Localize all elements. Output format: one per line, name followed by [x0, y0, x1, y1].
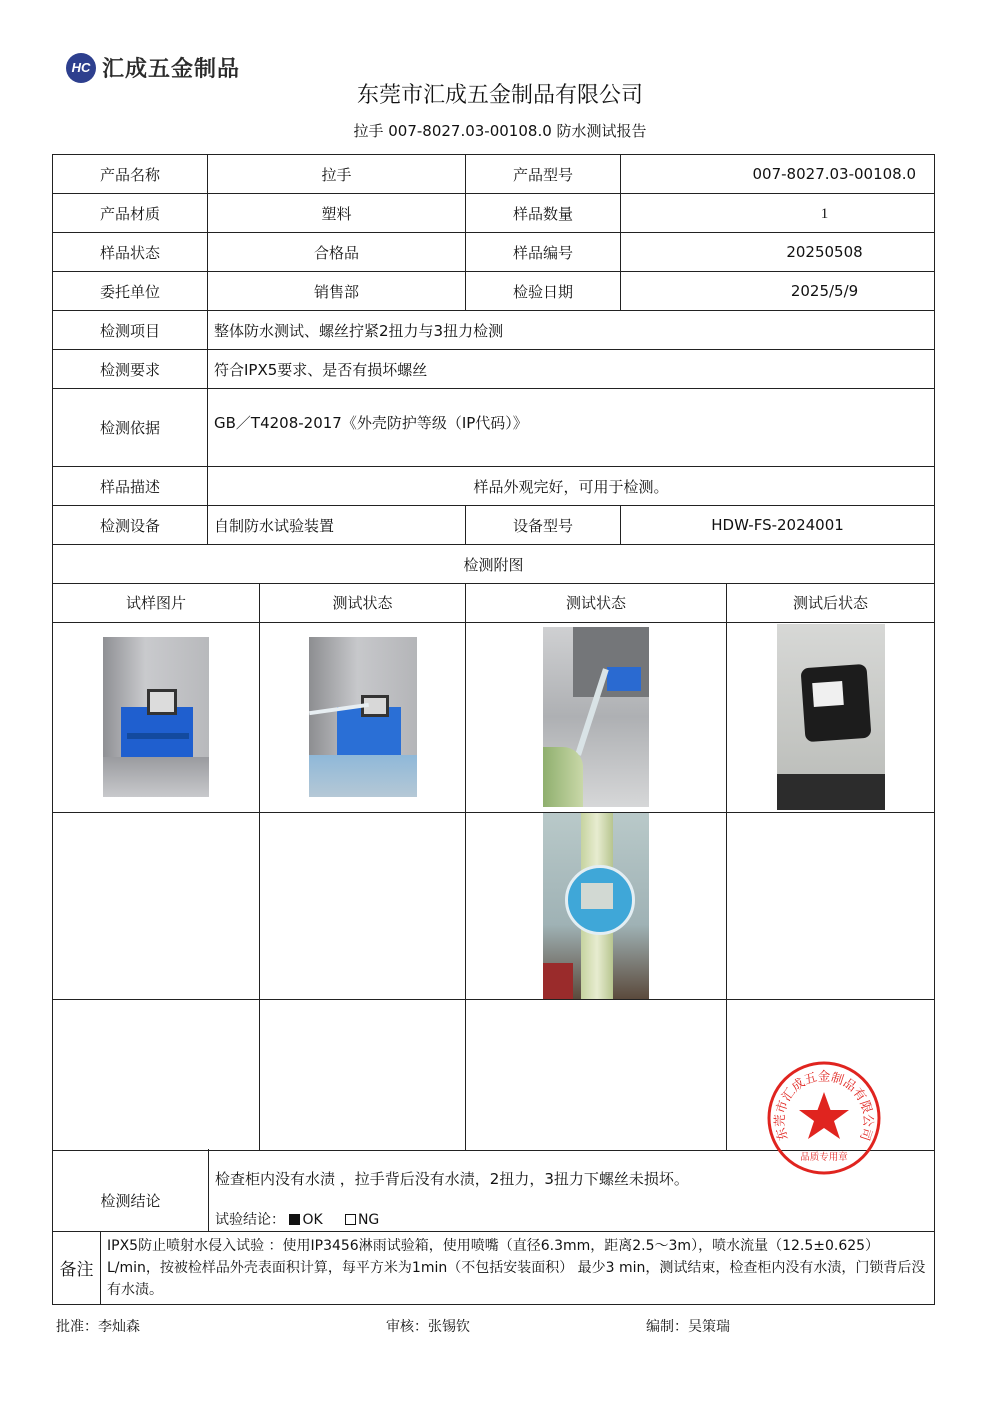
photo-col-sample: 试样图片: [53, 583, 260, 622]
ng-checkbox-unchecked: [345, 1214, 356, 1225]
photos-section-title: 检测附图: [53, 545, 935, 584]
logo-mark: HC: [66, 53, 96, 83]
material-label: 产品材质: [53, 194, 208, 233]
description-value: 样品外观完好，可用于检测。: [208, 467, 935, 506]
quantity-value: [621, 194, 935, 233]
test-item-value: 整体防水测试、螺丝拧紧2扭力与3扭力检测: [208, 311, 935, 350]
remarks-text: IPX5防止喷射水侵入试验 ：使用IP3456淋雨试验箱，使用喷嘴（直径6.3mm，距离2.5～3m），喷水流量（12.5±0.625）L/min，按被检样品外壳表面积计算，每平方米为1min（不包括安装面积） 最少3 min，测试结束，检查柜内没有水渍，门锁背后没有水渍。: [101, 1231, 935, 1304]
prepare-signature: 编制：吴策瑞: [646, 1319, 730, 1335]
basis-value: GB／T4208-2017《外壳防护等级（IP代码）》: [208, 389, 935, 467]
photo-col-after: 测试后状态: [727, 583, 935, 622]
ok-checkbox-checked: [289, 1214, 300, 1225]
status-value: 合格品: [208, 233, 466, 272]
product-model-text: 007-8027.03-00108.0: [752, 165, 917, 183]
company-name: 东莞市汇成五金制品有限公司: [356, 83, 643, 108]
inspect-date-value: [621, 272, 935, 311]
ok-label: OK: [302, 1211, 323, 1228]
sample-photo: [103, 637, 209, 797]
sample-no-value: [621, 233, 935, 272]
equipment-label: 检测设备: [53, 506, 208, 545]
client-label: 委托单位: [53, 272, 208, 311]
testing-photo-2: [543, 627, 649, 807]
status-label: 样品状态: [53, 233, 208, 272]
remarks-label: 备注: [53, 1231, 101, 1304]
sample-no-label: 样品编号: [466, 233, 621, 272]
requirement-value: 符合IPX5要求、是否有损坏螺丝: [208, 350, 935, 389]
quantity-text: 1: [820, 205, 829, 222]
result-label: 试验结论：: [215, 1211, 286, 1228]
requirement-label: 检测要求: [53, 350, 208, 389]
product-name-label: 产品名称: [53, 155, 208, 194]
photo-cell-empty: [260, 999, 466, 1150]
product-model-label: 产品型号: [466, 155, 621, 194]
logo-text: 汇成五金制品: [102, 57, 241, 82]
client-value: 销售部: [208, 272, 466, 311]
material-value: 塑料: [208, 194, 466, 233]
testing-photo-1: [309, 637, 417, 797]
equipment-model-value: HDW-FS-2024001: [621, 506, 935, 545]
test-item-label: 检测项目: [53, 311, 208, 350]
description-label: 样品描述: [53, 467, 208, 506]
quantity-label: 样品数量: [466, 194, 621, 233]
photo-cell: [53, 622, 260, 812]
photo-cell-empty: [53, 812, 260, 999]
stamp-star-icon: [799, 1092, 849, 1139]
inspect-date-text: 2025/5/9: [790, 282, 859, 300]
approve-signature: 批准：李灿森: [56, 1319, 140, 1335]
equipment-model-label: 设备型号: [466, 506, 621, 545]
photo-cell: [260, 622, 466, 812]
equipment-value: 自制防水试验装置: [208, 506, 466, 545]
photo-col-testing-1: 测试状态: [260, 583, 466, 622]
conclusion-result: [209, 1207, 935, 1231]
report-title: 拉手 007-8027.03-00108.0 防水测试报告: [353, 122, 647, 140]
ng-label: NG: [357, 1211, 380, 1228]
photo-cell-empty: [727, 812, 935, 999]
conclusion-label: 检测结论: [53, 1149, 209, 1231]
product-model-value: [621, 155, 935, 194]
review-signature: 审核：张锡钦: [386, 1319, 470, 1335]
flow-meter-photo: [543, 813, 649, 999]
basis-label: 检测依据: [53, 389, 208, 467]
photo-cell-empty: [466, 999, 727, 1150]
stamp-ring-text: 东莞市汇成五金制品有限公司: [771, 1068, 877, 1143]
sample-no-text: 20250508: [786, 243, 863, 261]
conclusion-text: 检查柜内没有水渍 ，拉手背后没有水渍，2扭力，3扭力下螺丝未损坏。: [209, 1149, 935, 1207]
photo-cell: [727, 622, 935, 812]
photo-col-testing-2: 测试状态: [466, 583, 727, 622]
after-test-photo: [777, 624, 885, 810]
photo-cell-empty: [260, 812, 466, 999]
photo-cell-empty: [53, 999, 260, 1150]
report-table: [52, 154, 935, 584]
product-name-value: 拉手: [208, 155, 466, 194]
quality-seal-stamp: [766, 1060, 882, 1176]
inspect-date-label: 检验日期: [466, 272, 621, 311]
photo-cell: [466, 812, 727, 999]
photo-cell: [466, 622, 727, 812]
stamp-bottom-text: 品质专用章: [800, 1152, 848, 1163]
